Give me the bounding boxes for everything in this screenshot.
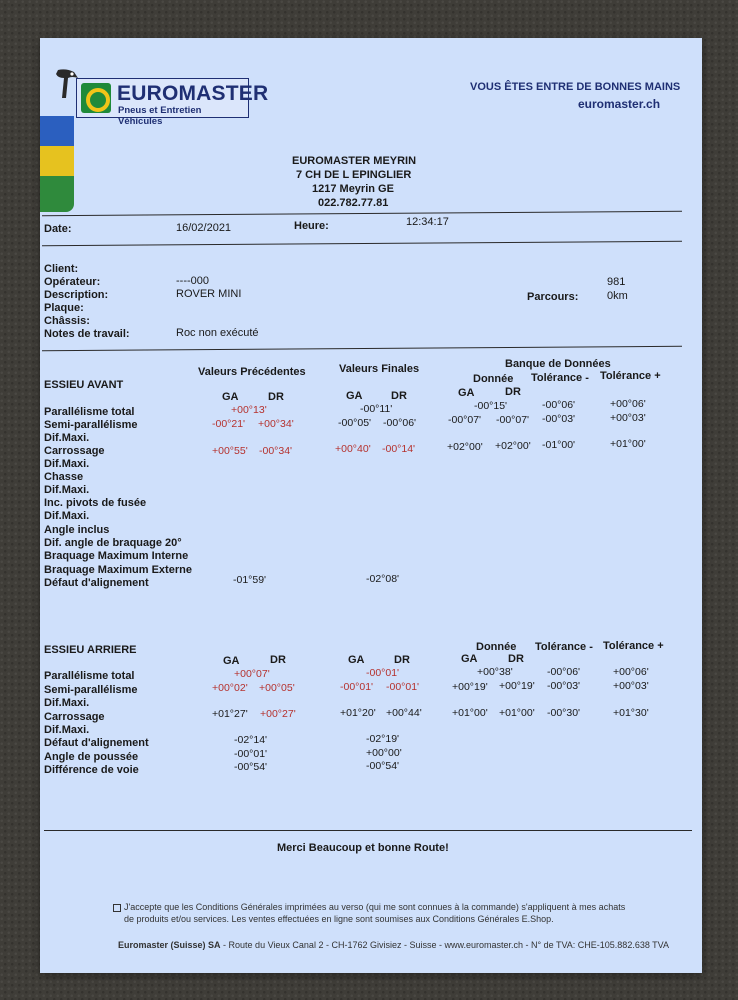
divider — [42, 241, 682, 246]
rear-camber-prev-dr: +00°27' — [260, 708, 296, 720]
front-row-label: Braquage Maximum Interne — [44, 550, 189, 562]
front-misalignment-prev: -01°59' — [233, 574, 267, 586]
rear-misalignment-prev: -02°14' — [234, 734, 268, 746]
front-total-toe-tol-plus: +00°06' — [610, 398, 646, 410]
shop-name: EUROMASTER MEYRIN — [292, 155, 417, 167]
rear-camber-db-dr: +01°00' — [499, 707, 535, 719]
rear-track-diff-final: -00°54' — [366, 760, 400, 772]
front-semi-toe-tol-plus: +00°03' — [610, 412, 646, 424]
website-link[interactable]: euromaster.ch — [578, 97, 661, 111]
front-row-label: Semi-parallélisme — [44, 419, 138, 431]
front-semi-toe-db-ga: -00°07' — [448, 414, 482, 426]
front-prev-ga-header: GA — [222, 391, 239, 403]
brand-subtitle: Pneus et Entretien Véhicules — [118, 105, 202, 127]
front-total-toe-tol-minus: -00°06' — [542, 399, 576, 411]
alignment-report-sheet — [40, 38, 702, 973]
front-camber-prev-dr: -00°34' — [259, 445, 293, 457]
rear-semi-toe-tol-plus: +00°03' — [613, 680, 649, 692]
rear-row-label: Défaut d'alignement — [44, 737, 149, 749]
description-value: ROVER MINI — [176, 288, 242, 300]
rear-final-dr-header: DR — [394, 654, 410, 666]
front-camber-tol-plus: +01°00' — [610, 438, 646, 450]
chassis-label: Châssis: — [44, 315, 90, 327]
rear-total-toe-prev: +00°07' — [234, 668, 270, 680]
date-label: Date: — [44, 223, 72, 235]
terms-line-2: de produits et/ou services. Les ventes effectuées en ligne sont soumises aux Conditions Générales E.Shop. — [124, 914, 554, 924]
operator-value: ----000 — [176, 275, 210, 287]
rear-semi-toe-db-ga: +00°19' — [452, 681, 488, 693]
mileage-value: 0km — [607, 290, 628, 302]
time-label: Heure: — [294, 220, 329, 232]
client-label: Client: — [44, 263, 79, 275]
company-address: - Route du Vieux Canal 2 - CH-1762 Givisiez - Suisse - www.euromaster.ch - N° de TVA: CHE-105.882.638 TVA — [220, 940, 670, 950]
front-row-label: Chasse — [44, 471, 84, 483]
rear-semi-toe-db-dr: +00°19' — [499, 680, 535, 692]
rear-prev-ga-header: GA — [223, 655, 240, 667]
rear-row-label: Angle de poussée — [44, 751, 139, 763]
date-value: 16/02/2021 — [176, 222, 232, 234]
time-value: 12:34:17 — [406, 216, 449, 228]
rear-total-toe-tol-minus: -00°06' — [547, 666, 581, 678]
rear-camber-final-dr: +00°44' — [386, 707, 422, 719]
front-semi-toe-db-dr: -00°07' — [496, 414, 530, 426]
euromaster-badge-icon — [81, 83, 111, 113]
rear-thrust-angle-final: +00°00' — [366, 747, 402, 759]
divider — [42, 211, 682, 216]
divider — [42, 346, 682, 351]
rear-thrust-angle-prev: -00°01' — [234, 748, 268, 760]
rear-semi-toe-final-dr: -00°01' — [386, 681, 420, 693]
rear-semi-toe-prev-ga: +00°02' — [212, 682, 248, 694]
rear-row-label: Dif.Maxi. — [44, 697, 90, 709]
front-row-label: Dif. angle de braquage 20° — [44, 537, 182, 549]
rear-row-label: Parallélisme total — [44, 670, 135, 682]
brand-color-stripes — [40, 116, 74, 212]
front-camber-final-ga: +00°40' — [335, 443, 371, 455]
front-camber-db-ga: +02°00' — [447, 441, 483, 453]
front-tol-minus-header: Tolérance - — [531, 372, 589, 384]
front-axle-title: ESSIEU AVANT — [44, 379, 124, 391]
company-info — [118, 940, 669, 950]
front-row-label: Inc. pivots de fusée — [44, 497, 147, 509]
rear-track-diff-prev: -00°54' — [234, 761, 268, 773]
brand-name: EUROMASTER — [117, 82, 269, 105]
terms-checkbox[interactable] — [113, 904, 121, 912]
front-camber-prev-ga: +00°55' — [212, 445, 248, 457]
front-row-label: Braquage Maximum Externe — [44, 564, 192, 576]
plate-label: Plaque: — [44, 302, 84, 314]
operator-label: Opérateur: — [44, 276, 101, 288]
rear-total-toe-tol-plus: +00°06' — [613, 666, 649, 678]
rear-total-toe-db: +00°38' — [477, 666, 513, 678]
mileage-number: 981 — [607, 276, 626, 288]
thanks-message: Merci Beaucoup et bonne Route! — [277, 842, 449, 854]
front-row-label: Carrossage — [44, 445, 105, 457]
rear-camber-db-ga: +01°00' — [452, 707, 488, 719]
rear-misalignment-final: -02°19' — [366, 733, 400, 745]
front-total-toe-prev: +00°13' — [231, 404, 267, 416]
notes-value: Roc non exécuté — [176, 327, 259, 339]
rear-prev-dr-header: DR — [270, 654, 286, 666]
rear-donnee-header: Donnée — [476, 641, 517, 653]
notes-label: Notes de travail: — [44, 328, 130, 340]
rear-db-dr-header: DR — [508, 653, 524, 665]
rear-tol-plus-header: Tolérance + — [603, 640, 664, 652]
rear-semi-toe-prev-dr: +00°05' — [259, 682, 295, 694]
front-semi-toe-tol-minus: -00°03' — [542, 413, 576, 425]
mileage-label: Parcours: — [527, 291, 579, 303]
rear-camber-tol-minus: -00°30' — [547, 707, 581, 719]
euromaster-logo — [76, 78, 269, 127]
front-semi-toe-prev-ga: -00°21' — [212, 418, 246, 430]
rear-total-toe-final: -00°01' — [366, 667, 400, 679]
front-row-label: Défaut d'alignement — [44, 577, 149, 589]
front-row-label: Dif.Maxi. — [44, 484, 90, 496]
front-total-toe-db: -00°15' — [474, 400, 508, 412]
front-final-ga-header: GA — [346, 390, 363, 402]
rear-camber-final-ga: +01°20' — [340, 707, 376, 719]
rear-db-ga-header: GA — [461, 653, 478, 665]
front-row-label: Parallélisme total — [44, 406, 135, 418]
rear-row-label: Dif.Maxi. — [44, 724, 90, 736]
front-row-label: Dif.Maxi. — [44, 432, 90, 444]
terms-line-1: J'accepte que les Conditions Générales imprimées au verso (qui me sont connues à la commande) s'appliquent à mes achats — [124, 902, 626, 912]
front-row-label: Dif.Maxi. — [44, 458, 90, 470]
front-semi-toe-final-ga: -00°05' — [338, 417, 372, 429]
rear-camber-prev-ga: +01°27' — [212, 708, 248, 720]
mascot-icon — [52, 68, 82, 100]
front-semi-toe-prev-dr: +00°34' — [258, 418, 294, 430]
front-camber-tol-minus: -01°00' — [542, 439, 576, 451]
front-db-ga-header: GA — [458, 387, 475, 399]
front-semi-toe-final-dr: -00°06' — [383, 417, 417, 429]
rear-camber-tol-plus: +01°30' — [613, 707, 649, 719]
front-prev-header: Valeurs Précédentes — [198, 366, 306, 378]
front-row-label: Dif.Maxi. — [44, 510, 90, 522]
rear-axle-title: ESSIEU ARRIERE — [44, 644, 137, 656]
front-total-toe-final: -00°11' — [360, 403, 393, 415]
front-db-header: Banque de Données — [505, 358, 611, 370]
rear-row-label: Semi-parallélisme — [44, 684, 138, 696]
rear-semi-toe-final-ga: -00°01' — [340, 681, 374, 693]
front-prev-dr-header: DR — [268, 391, 284, 403]
front-camber-db-dr: +02°00' — [495, 440, 531, 452]
rear-semi-toe-tol-minus: -00°03' — [547, 680, 581, 692]
divider — [44, 830, 692, 831]
front-final-header: Valeurs Finales — [339, 363, 420, 375]
shop-street: 7 CH DE L EPINGLIER — [296, 169, 412, 181]
company-name: Euromaster (Suisse) SA — [118, 940, 221, 950]
front-donnee-header: Donnée — [473, 373, 514, 385]
front-misalignment-final: -02°08' — [366, 573, 400, 585]
front-camber-final-dr: -00°14' — [382, 443, 416, 455]
front-db-dr-header: DR — [505, 386, 521, 398]
rear-row-label: Carrossage — [44, 711, 105, 723]
description-label: Description: — [44, 289, 109, 301]
shop-city: 1217 Meyrin GE — [312, 183, 394, 195]
rear-row-label: Différence de voie — [44, 764, 139, 776]
front-row-label: Angle inclus — [44, 524, 110, 536]
rear-final-ga-header: GA — [348, 654, 365, 666]
rear-tol-minus-header: Tolérance - — [535, 641, 593, 653]
front-tol-plus-header: Tolérance + — [600, 370, 661, 382]
tagline: VOUS ÊTES ENTRE DE BONNES MAINS — [470, 81, 681, 93]
front-final-dr-header: DR — [391, 390, 407, 402]
shop-phone: 022.782.77.81 — [318, 197, 389, 209]
